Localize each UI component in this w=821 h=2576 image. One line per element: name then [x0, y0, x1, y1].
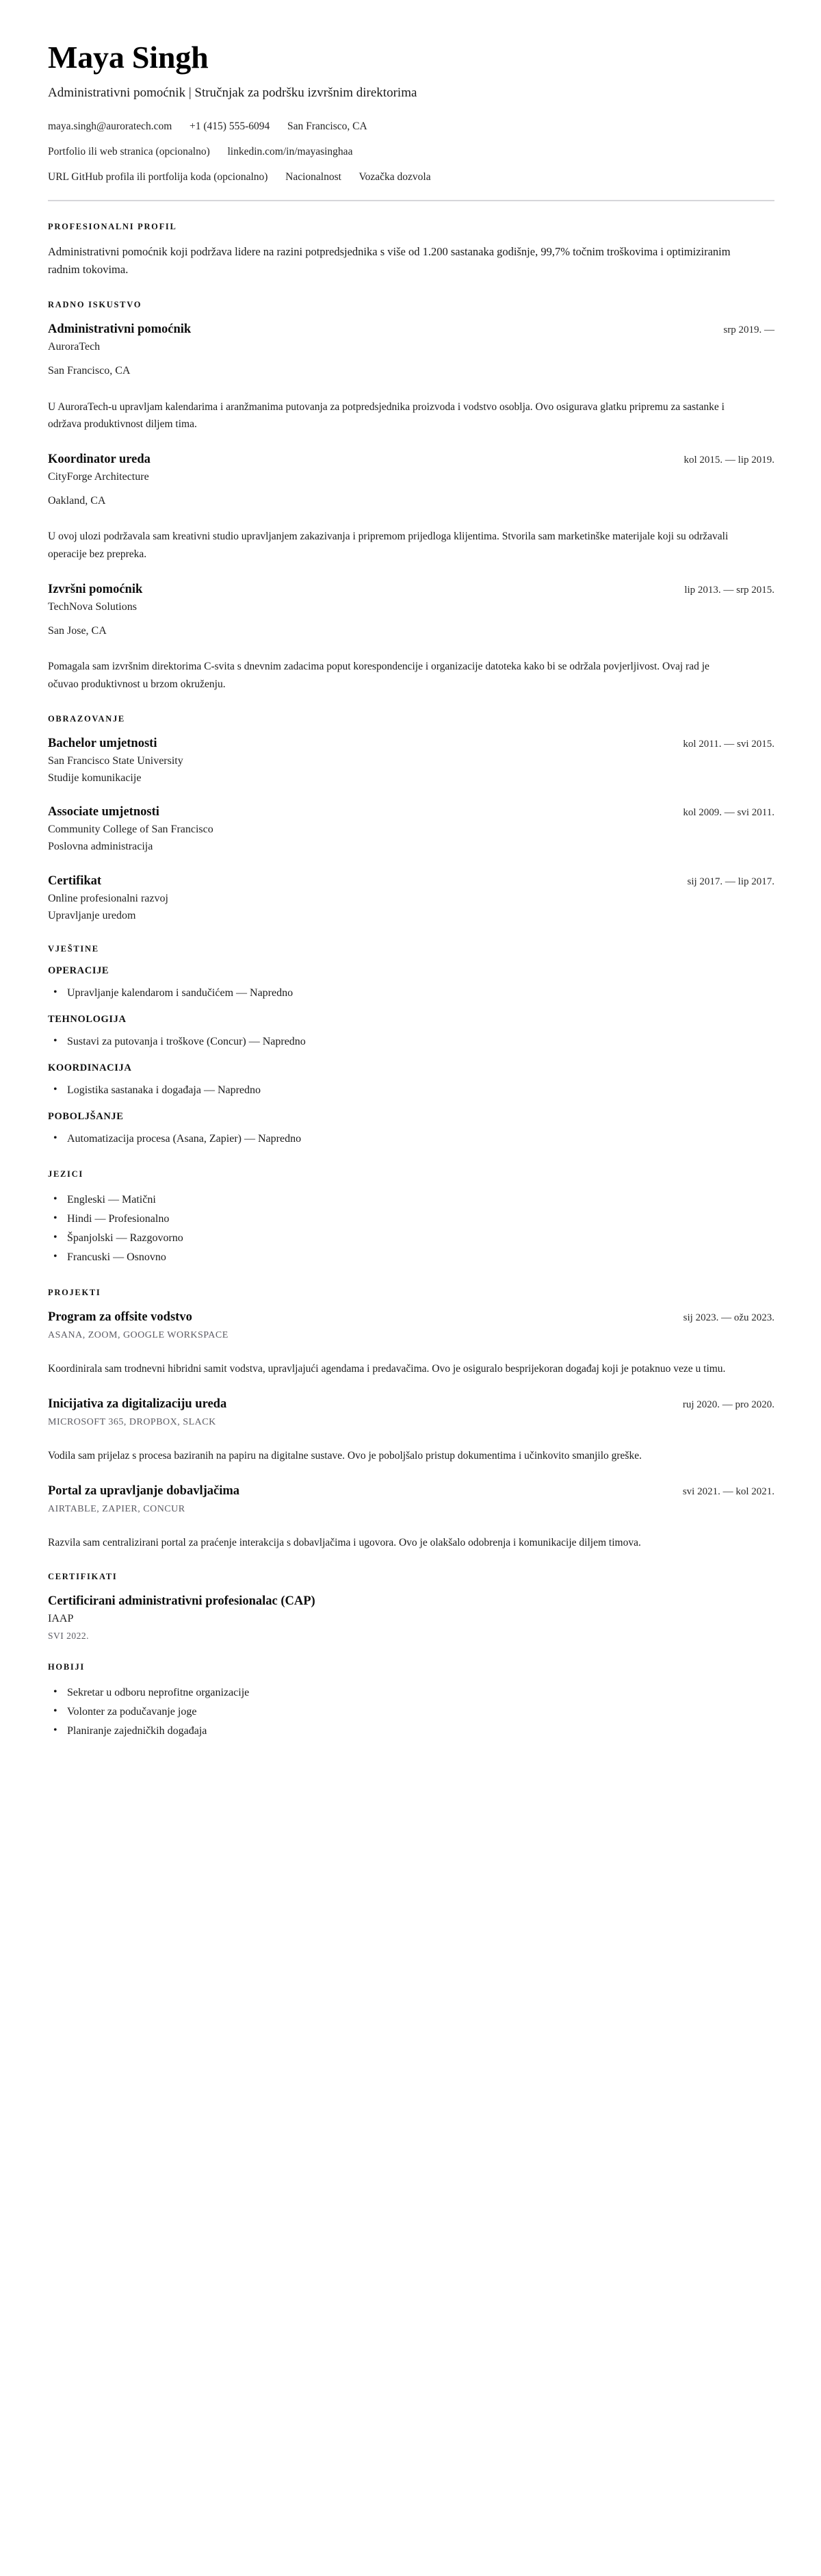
experience-description: Pomagala sam izvršnim direktorima C-svita s dnevnim zadacima poput korespondencije i organizacije datoteka kako bi se održala povjerljivost. Ovaj rad je očuvao produktivnost u brzom okruženju.: [48, 661, 709, 691]
hobby-list: [48, 1683, 774, 1741]
contact-github[interactable]: URL GitHub profila ili portfolija koda (opcionalno): [48, 170, 268, 183]
project-description: Razvila sam centralizirani portal za praćenje interakcija s dobavljačima i ugovora. Ovo je olakšalo odobrenja i komunikacije diljem timova.: [48, 1536, 641, 1548]
skill-group-name: POBOLJŠANJE: [48, 1111, 124, 1123]
project-date-range: sij 2023. — ožu 2023.: [683, 1312, 774, 1324]
contact-location: San Francisco, CA: [287, 120, 367, 132]
section-hobbies: [48, 1662, 774, 1741]
section-heading-certificates: CERTIFIKATI: [48, 1572, 118, 1582]
language-item: • Španjolski — Razgovorno: [48, 1229, 774, 1248]
experience-entry-header: [48, 321, 774, 337]
section-projects: [48, 1288, 774, 1551]
skill-group: [48, 1014, 774, 1051]
section-profile: [48, 222, 774, 279]
education-institution: Online profesionalni razvoj: [48, 892, 168, 904]
contact-line-web: [48, 145, 774, 160]
skill-item: • Sustavi za putovanja i troškove (Concur) — Napredno: [48, 1032, 774, 1051]
language-item: • Hindi — Profesionalno: [48, 1210, 774, 1229]
project-title: Program za offsite vodstvo: [48, 1310, 192, 1325]
contact-portfolio[interactable]: Portfolio ili web stranica (opcionalno): [48, 145, 210, 157]
experience-description: U ovoj ulozi podržavala sam kreativni studio upravljanjem zakazivanja i pripremom prijedloga klijentima. Stvorila sam marketinške materijale koji su održavali operacije bez prepreka.: [48, 531, 729, 561]
project-description: Koordinirala sam trodnevni hibridni samit vodstva, upravljajući agendama i predavačima. Ovo je osiguralo besprijekoran događaj koji je potaknuo veze u timu.: [48, 1363, 726, 1375]
project-title: Inicijativa za digitalizaciju ureda: [48, 1397, 227, 1411]
education-entry: [48, 873, 774, 923]
section-heading-languages: JEZICI: [48, 1169, 83, 1179]
education-date-range: sij 2017. — lip 2017.: [687, 876, 774, 887]
section-heading-skills: VJEŠTINE: [48, 944, 99, 954]
education-degree: Certifikat: [48, 873, 102, 888]
section-languages: [48, 1169, 774, 1267]
project-tech-stack: AIRTABLE, ZAPIER, CONCUR: [48, 1503, 185, 1514]
education-degree: Bachelor umjetnosti: [48, 736, 157, 750]
project-date-range: ruj 2020. — pro 2020.: [682, 1399, 774, 1410]
hobby-item: • Sekretar u odboru neprofitne organizacije: [48, 1683, 774, 1703]
project-entry-header: [48, 1309, 774, 1325]
experience-company: CityForge Architecture: [48, 471, 149, 483]
section-skills: [48, 944, 774, 1149]
education-field-of-study: Poslovna administracija: [48, 841, 153, 853]
skill-list: [48, 984, 774, 1003]
contact-line-primary: [48, 120, 774, 134]
experience-entry-header: [48, 451, 774, 468]
resume-header: [48, 41, 774, 201]
experience-description: U AuroraTech-u upravljam kalendarima i aranžmanima putovanja za potpredsjednika proizvoda i vodstvo osoblja. Ovo osigurava glatku pripremu za sastanke i održava produktivnost diljem tima.: [48, 400, 725, 431]
experience-entry-header: [48, 581, 774, 598]
header-divider: [48, 200, 774, 201]
project-date-range: svi 2021. — kol 2021.: [682, 1485, 774, 1497]
project-tech-stack: ASANA, ZOOM, GOOGLE WORKSPACE: [48, 1330, 229, 1341]
skill-list: [48, 1032, 774, 1051]
experience-entry: [48, 451, 774, 563]
experience-job-title: Izvršni pomoćnik: [48, 582, 143, 596]
skill-group: [48, 1111, 774, 1149]
education-institution: San Francisco State University: [48, 754, 183, 767]
certificate-issuer: IAAP: [48, 1613, 74, 1625]
contact-line-extra: [48, 170, 774, 185]
hobby-item: • Volonter za podučavanje joge: [48, 1703, 774, 1722]
profile-summary-text: Administrativni pomoćnik koji podržava lidere na razini potpredsjednika s više od 1.200 sastanaka godišnje, 99,7% točnim troškovima i optimiziranim radnim tokovima.: [48, 244, 731, 277]
education-field-of-study: Upravljanje uredom: [48, 909, 136, 921]
section-heading-experience: RADNO ISKUSTVO: [48, 300, 142, 310]
skill-item: • Upravljanje kalendarom i sandučićem — Napredno: [48, 984, 774, 1003]
section-heading-profile: PROFESIONALNI PROFIL: [48, 221, 177, 231]
experience-entry: [48, 581, 774, 693]
certificate-title: Certificirani administrativni profesionalac (CAP): [48, 1594, 315, 1609]
education-entry-header: [48, 735, 774, 752]
project-tech-stack: MICROSOFT 365, DROPBOX, SLACK: [48, 1416, 216, 1427]
skill-group-name: OPERACIJE: [48, 965, 109, 977]
project-entry: [48, 1483, 774, 1552]
candidate-headline: Administrativni pomoćnik | Stručnjak za podršku izvršnim direktorima: [48, 86, 417, 101]
experience-location: Oakland, CA: [48, 495, 106, 507]
experience-entry: [48, 321, 774, 433]
experience-location: San Jose, CA: [48, 625, 107, 637]
education-date-range: kol 2009. — svi 2011.: [683, 807, 774, 819]
project-entry: [48, 1396, 774, 1465]
project-title: Portal za upravljanje dobavljačima: [48, 1483, 240, 1498]
experience-company: TechNova Solutions: [48, 600, 137, 613]
experience-location: San Francisco, CA: [48, 365, 131, 377]
section-certificates: [48, 1572, 774, 1641]
experience-date-range: srp 2019. —: [723, 324, 774, 336]
skill-item: • Automatizacija procesa (Asana, Zapier) — Napredno: [48, 1130, 774, 1149]
hobby-item: • Planiranje zajedničkih događaja: [48, 1722, 774, 1741]
skill-list: [48, 1081, 774, 1100]
contact-driving-license: Vozačka dozvola: [359, 170, 431, 183]
experience-company: AuroraTech: [48, 341, 101, 353]
experience-date-range: kol 2015. — lip 2019.: [683, 455, 774, 466]
education-entry: [48, 735, 774, 786]
section-heading-projects: PROJEKTI: [48, 1288, 101, 1298]
project-entry: [48, 1309, 774, 1378]
project-entry-header: [48, 1396, 774, 1412]
contact-linkedin[interactable]: linkedin.com/in/mayasinghaa: [227, 145, 353, 157]
project-entry-header: [48, 1483, 774, 1499]
experience-job-title: Administrativni pomoćnik: [48, 322, 192, 337]
section-heading-education: OBRAZOVANJE: [48, 713, 125, 724]
skill-group: [48, 965, 774, 1003]
education-degree: Associate umjetnosti: [48, 805, 159, 819]
contact-nationality: Nacionalnost: [285, 170, 341, 183]
project-description: Vodila sam prijelaz s procesa baziranih na papiru na digitalne sustave. Ovo je poboljšalo pristup dokumentima i učinkovito smanjilo greške.: [48, 1449, 642, 1462]
education-entry-header: [48, 873, 774, 889]
experience-job-title: Koordinator ureda: [48, 452, 151, 467]
certificate-entry: [48, 1593, 774, 1641]
section-experience: [48, 300, 774, 693]
education-institution: Community College of San Francisco: [48, 824, 213, 836]
section-education: [48, 714, 774, 923]
section-heading-hobbies: HOBIJI: [48, 1661, 85, 1672]
skill-group-name: TEHNOLOGIJA: [48, 1014, 127, 1025]
contact-email[interactable]: maya.singh@auroratech.com: [48, 120, 172, 132]
contact-phone[interactable]: +1 (415) 555-6094: [190, 120, 270, 132]
education-field-of-study: Studije komunikacije: [48, 772, 142, 784]
candidate-name: Maya Singh: [48, 40, 209, 75]
skill-list: [48, 1130, 774, 1149]
certificate-issue-date: SVI 2022.: [48, 1630, 90, 1641]
education-date-range: kol 2011. — svi 2015.: [683, 738, 774, 750]
skill-group-name: KOORDINACIJA: [48, 1062, 132, 1074]
skill-group: [48, 1062, 774, 1100]
experience-date-range: lip 2013. — srp 2015.: [684, 584, 774, 596]
language-list: [48, 1190, 774, 1267]
skill-item: • Logistika sastanaka i događaja — Napredno: [48, 1081, 774, 1100]
language-item: • Francuski — Osnovno: [48, 1248, 774, 1267]
language-item: • Engleski — Matični: [48, 1190, 774, 1210]
education-entry: [48, 804, 774, 854]
education-entry-header: [48, 804, 774, 820]
